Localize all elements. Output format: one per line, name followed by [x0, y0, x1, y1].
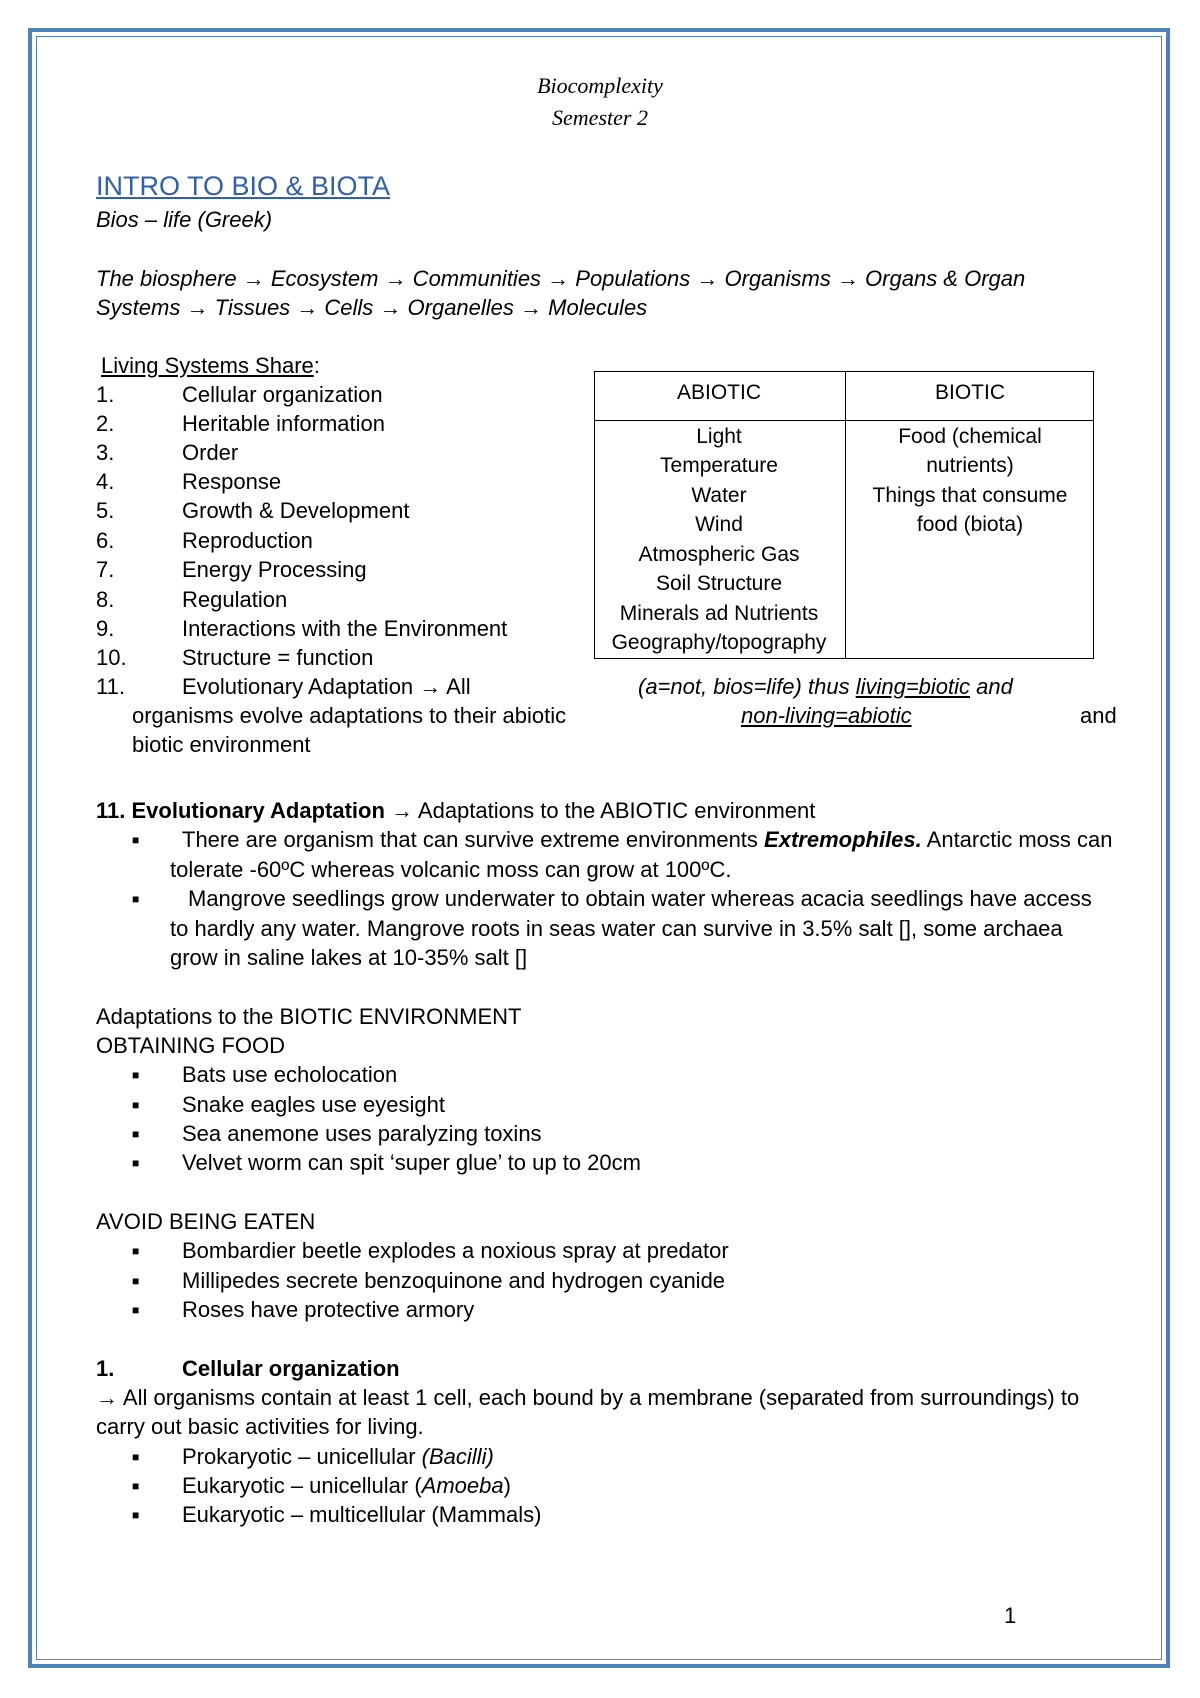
table-cell-biotic: Food (chemical [898, 425, 1042, 448]
table-cell-biotic: nutrients) [926, 454, 1014, 477]
list-number: 7. [96, 557, 115, 582]
evo-heading [96, 797, 815, 825]
evo-bullet-1-line-2: tolerate -60ºC whereas volcanic moss can grow at 100ºC. [170, 857, 732, 882]
cell-section-number: 1. [96, 1356, 115, 1381]
doc-header-semester: Semester 2 [552, 105, 648, 130]
table-header-biotic: BIOTIC [934, 381, 1005, 404]
bullet-icon: ■ [132, 1274, 140, 1288]
cell-section-line-1: → All organisms contain at least 1 cell, each bound by a membrane (separated from surroundings) to [96, 1385, 1080, 1410]
list-item: Heritable information [182, 411, 385, 436]
bullet-icon: ■ [132, 1244, 140, 1258]
cell-type-text: Eukaryotic – multicellular (Mammals) [182, 1502, 542, 1527]
list-item: Bombardier beetle explodes a noxious spray at predator [182, 1238, 729, 1263]
list-number: 6. [96, 528, 115, 553]
table-cell-abiotic: Temperature [660, 454, 778, 477]
cell-type-text: ) [503, 1473, 511, 1498]
list-item: Evolutionary Adaptation → All [182, 674, 471, 699]
bios-definition: Bios – life (Greek) [96, 207, 273, 232]
bullet-icon: ■ [132, 1303, 140, 1317]
abiotic-biotic-table [594, 371, 1094, 659]
extremophiles-term: Extremophiles. [764, 827, 922, 852]
list-item: Bats use echolocation [182, 1062, 398, 1087]
doc-header-title: Biocomplexity [537, 73, 663, 98]
note-prefix: (a=not, bios=life) thus [638, 674, 856, 699]
list-item: Growth & Development [182, 498, 410, 523]
table-divider-horizontal [595, 420, 1093, 421]
table-header-abiotic: ABIOTIC [676, 381, 761, 404]
list-number: 8. [96, 587, 115, 612]
list-item: Sea anemone uses paralyzing toxins [182, 1121, 542, 1146]
evo-text: Antarctic moss can [921, 827, 1113, 852]
living-systems-heading-text: Living Systems Share [101, 353, 314, 378]
list-item [182, 1443, 494, 1471]
list-item: Order [182, 440, 239, 465]
list-item: Cellular organization [182, 382, 383, 407]
table-cell-abiotic: Soil Structure [655, 572, 783, 595]
cell-section-heading: Cellular organization [182, 1356, 400, 1381]
note-nonliving-abiotic: non-living=abiotic [741, 703, 912, 728]
list-item: Energy Processing [182, 557, 367, 582]
list-item: Roses have protective armory [182, 1297, 475, 1322]
list-number: 11. [96, 674, 125, 699]
list-item: Structure = function [182, 645, 374, 670]
list-number: 1. [96, 382, 115, 407]
table-cell-biotic: food (biota) [916, 513, 1024, 536]
evo-bullet-2-line-2: to hardly any water. Mangrove roots in seas water can survive in 3.5% salt [], some archaea [170, 916, 1063, 941]
section-title: INTRO TO BIO & BIOTA [96, 171, 391, 201]
evo-text: There are organism that can survive extreme environments [182, 827, 765, 852]
list-item [182, 1501, 541, 1529]
note-trailing-and: and [1080, 703, 1117, 728]
evo-bullet-2-line-3: grow in saline lakes at 10-35% salt [] [170, 945, 528, 970]
avoid-eaten-heading: AVOID BEING EATEN [96, 1209, 316, 1234]
biotic-heading: Adaptations to the BIOTIC ENVIRONMENT [96, 1004, 522, 1029]
evo-heading-bold: 11. Evolutionary Adaptation → [96, 798, 414, 823]
table-cell-biotic: Things that consume [872, 484, 1068, 507]
list-item: Regulation [182, 587, 288, 612]
table-cell-abiotic: Minerals ad Nutrients [619, 602, 819, 625]
note-line-1 [638, 673, 1013, 701]
list-item: Snake eagles use eyesight [182, 1092, 445, 1117]
table-cell-abiotic: Wind [695, 513, 743, 536]
hierarchy-line-1: The biosphere → Ecosystem → Communities → Populations → Organisms → Organs & Organ [96, 266, 1026, 291]
note-living-biotic: living=biotic [855, 674, 971, 699]
list-number: 5. [96, 498, 115, 523]
list-item: Millipedes secrete benzoquinone and hydrogen cyanide [182, 1268, 726, 1293]
bullet-icon: ■ [132, 1156, 140, 1170]
table-cell-abiotic: Atmospheric Gas [638, 543, 800, 566]
bullet-icon: ■ [132, 1479, 140, 1493]
evo-bullet-2-line-1: Mangrove seedlings grow underwater to obtain water whereas acacia seedlings have access [188, 886, 1092, 911]
bullet-icon: ■ [132, 833, 140, 847]
list-number: 10. [96, 645, 127, 670]
bullet-icon: ■ [132, 1127, 140, 1141]
list-item: Velvet worm can spit ‘super glue’ to up to 20cm [182, 1150, 641, 1175]
table-cell-abiotic: Light [696, 425, 742, 448]
list-number: 4. [96, 469, 115, 494]
bullet-icon: ■ [132, 1450, 140, 1464]
cell-type-text: Eukaryotic – unicellular ( [182, 1473, 422, 1498]
list-item: Response [182, 469, 282, 494]
cell-section-line-2: carry out basic activities for living. [96, 1414, 424, 1439]
list-number: 2. [96, 411, 115, 436]
evo-bullet-1-line-1 [182, 826, 1113, 854]
cell-type-example: (Bacilli) [421, 1444, 494, 1469]
cell-type-text: Prokaryotic – unicellular [182, 1444, 422, 1469]
bullet-icon: ■ [132, 1098, 140, 1112]
table-cell-abiotic: Geography/topography [611, 631, 827, 654]
table-cell-abiotic: Water [691, 484, 747, 507]
list-item: Reproduction [182, 528, 313, 553]
cell-type-example: Amoeba [421, 1473, 504, 1498]
bullet-icon: ■ [132, 892, 140, 906]
obtaining-food-heading: OBTAINING FOOD [96, 1033, 286, 1058]
bullet-icon: ■ [132, 1068, 140, 1082]
list-item-continuation: organisms evolve adaptations to their abiotic [132, 703, 567, 728]
list-number: 3. [96, 440, 115, 465]
list-number: 9. [96, 616, 115, 641]
bullet-icon: ■ [132, 1508, 140, 1522]
page-number: 1 [1004, 1603, 1017, 1628]
list-item [182, 1472, 511, 1500]
list-item: Interactions with the Environment [182, 616, 508, 641]
evo-heading-rest: Adaptations to the ABIOTIC environment [413, 798, 816, 823]
note-and: and [970, 674, 1013, 699]
living-systems-colon: : [313, 353, 320, 378]
living-systems-heading [101, 352, 320, 380]
list-item-continuation: biotic environment [132, 732, 311, 757]
hierarchy-line-2: Systems → Tissues → Cells → Organelles → Molecules [96, 295, 648, 320]
